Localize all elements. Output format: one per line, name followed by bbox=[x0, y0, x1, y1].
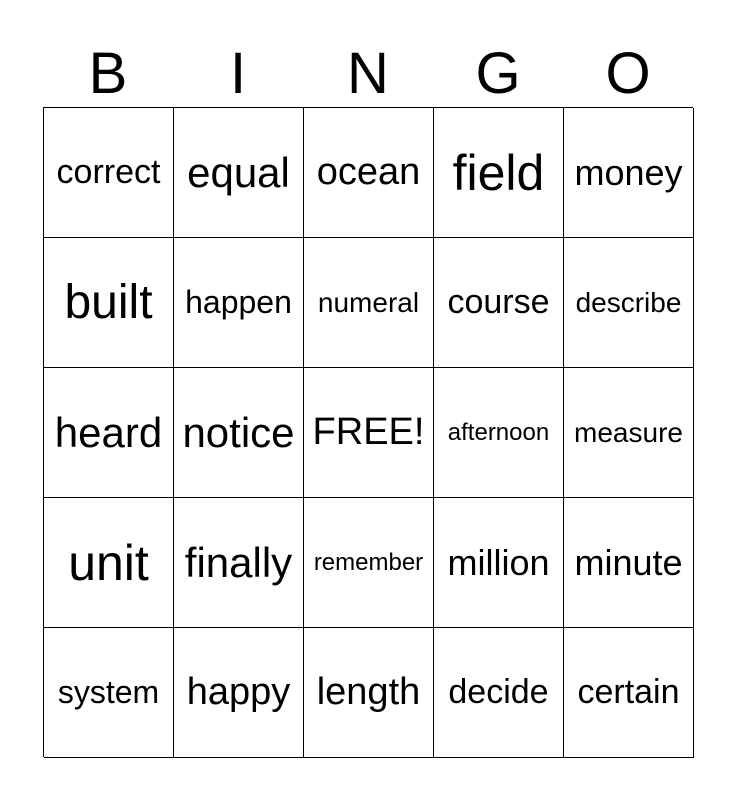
bingo-cell[interactable]: equal bbox=[174, 108, 304, 238]
bingo-grid bbox=[43, 107, 693, 757]
bingo-cell[interactable]: numeral bbox=[304, 238, 434, 368]
bingo-cell[interactable]: finally bbox=[174, 498, 304, 628]
bingo-cell[interactable]: length bbox=[304, 628, 434, 758]
header-letter-n: N bbox=[347, 41, 389, 106]
bingo-cell[interactable]: heard bbox=[44, 368, 174, 498]
bingo-cell[interactable]: remember bbox=[304, 498, 434, 628]
bingo-cell[interactable]: decide bbox=[434, 628, 564, 758]
bingo-cell[interactable]: million bbox=[434, 498, 564, 628]
bingo-cell[interactable]: field bbox=[434, 108, 564, 238]
bingo-cell[interactable]: certain bbox=[564, 628, 694, 758]
header-letter-b: B bbox=[88, 41, 128, 106]
bingo-cell[interactable]: ocean bbox=[304, 108, 434, 238]
bingo-header bbox=[43, 40, 693, 108]
header-letter-o: O bbox=[605, 41, 651, 106]
bingo-cell[interactable]: afternoon bbox=[434, 368, 564, 498]
bingo-cell[interactable]: correct bbox=[44, 108, 174, 238]
bingo-cell[interactable]: built bbox=[44, 238, 174, 368]
bingo-cell[interactable]: happen bbox=[174, 238, 304, 368]
bingo-cell[interactable]: system bbox=[44, 628, 174, 758]
bingo-cell[interactable]: measure bbox=[564, 368, 694, 498]
free-space-cell[interactable]: FREE! bbox=[304, 368, 434, 498]
header-letter-g: G bbox=[475, 41, 521, 106]
bingo-cell[interactable]: course bbox=[434, 238, 564, 368]
bingo-cell[interactable]: notice bbox=[174, 368, 304, 498]
bingo-cell[interactable]: unit bbox=[44, 498, 174, 628]
header-letter-i: I bbox=[229, 41, 247, 106]
bingo-cell[interactable]: happy bbox=[174, 628, 304, 758]
bingo-cell[interactable]: describe bbox=[564, 238, 694, 368]
bingo-cell[interactable]: money bbox=[564, 108, 694, 238]
bingo-cell[interactable]: minute bbox=[564, 498, 694, 628]
